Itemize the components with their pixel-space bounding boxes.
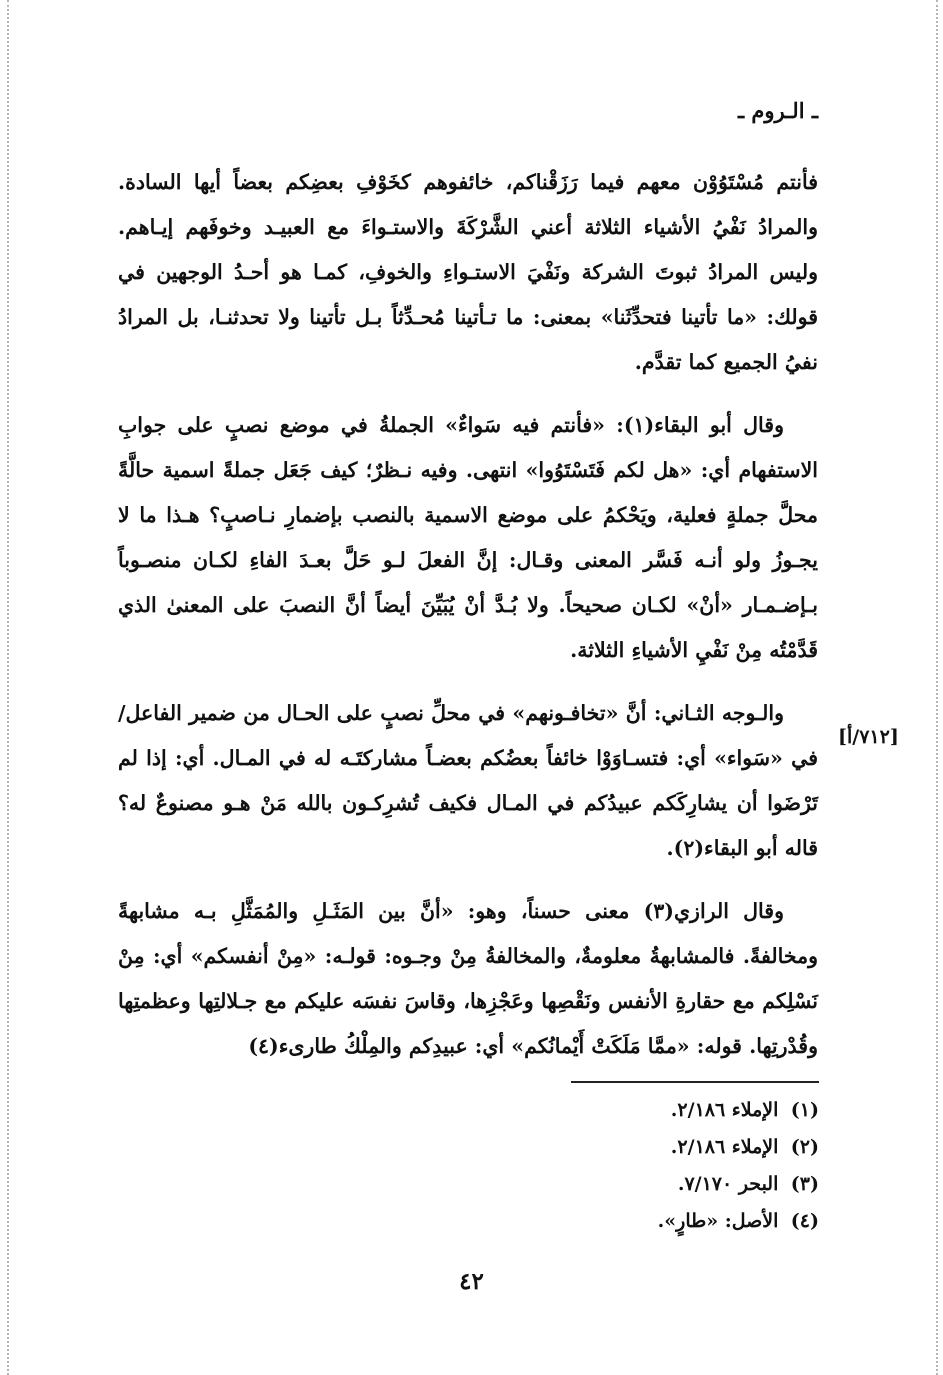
footnote-text: البحر ٧/١٧٠. bbox=[677, 1173, 779, 1195]
scan-border-left bbox=[7, 0, 9, 1375]
paragraph-2: وقال أبو البقاء(١): «فأنتم فيه سَواءٌ» الجملةُ في موضع نصبٍ على جوابِ الاستفهام أي: «هل لكم فَتَسْتَوُوا» انتهى. وفيه نـظرٌ؛ كيف جَعَل جملةً اسمية حالَّةً محلَّ جملةٍ فعلية، ويَحْكمُ على موضع الاسمية بالنصب بإضمارِ نـاصبٍ؟ هـذا ما لا يجـوزُ ولو أنـه فَسَّر المعنى وقـال: إنَّ الفعلَ لـو حَلَّ بعـدَ الفاءِ لكـان منصـوباً بـإضـمـار «أنْ» لكـان صحيحاً. ولا بُـدَّ أنْ يُبَيِّنَ أيضاً أنَّ النصبَ على المعنىٰ الذي قَدَّمْتُه مِنْ نَفْيِ الأشياءِ الثلاثة. bbox=[118, 413, 818, 662]
footnote-3 bbox=[658, 1166, 819, 1203]
paragraph-4: وقال الرازي(٣) معنى حسناً، وهو: «أنَّ بين المَثَـلِ والمُمَثَّلِ بـه مشابهةً ومخالفةً. فالمشابهةُ معلومةٌ، والمخالفةُ مِنْ وجـوه: قولـه: «مِنْ أنفسكم» أي: مِنْ نَسْلِكم مع حقارةِ الأنفس ونَقْصِها وعَجْزِها، وقاسَ نفسَه عليكم مع جـلالتِها وعظمتِها وقُدْرتِها. قوله: «ممَّا مَلَكَتْ أَيْمانُكم» أي: عبيدِكم والمِلْكُ طارىء(٤) bbox=[118, 899, 818, 1058]
page-number: ٤٢ bbox=[459, 1268, 484, 1295]
footnote-text: الأصل: «طارٍ». bbox=[657, 1210, 779, 1232]
main-text bbox=[118, 160, 818, 1087]
footnote-separator bbox=[571, 1081, 819, 1083]
footnote-number: (٣) bbox=[790, 1173, 819, 1195]
paragraph-1: فأنتم مُسْتَوُوْن معهم فيما رَزَقْناكم، خائفوهم كخَوْفِ بعضِكم بعضاً أيها السادة. والمرادُ نَفْيُ الأشياء الثلاثة أعني الشَّرْكَةَ والاستـواءَ مع العبيـد وخوفَهم إيـاهم. وليس المرادُ ثبوتَ الشركة ونَفْيَ الاستـواءِ والخوفِ، كمـا هو أحـدُ الوجهين في قولك: «ما تأتينا فتحدِّثَنا» بمعنى: ما تـأتينا مُحـدِّثاً بـل تأتينا ولا تحدثنـا، بل المرادُ نفيُ الجميع كما تقدَّم. bbox=[118, 170, 818, 374]
paragraph-3: والـوجه الثـاني: أنَّ «تخافـونهم» في محلِّ نصبٍ على الحـال من ضمير الفاعل/ في «سَواء» أي: فتسـاوَوْا خائفاً بعضُكم بعضـاً مشاركتَـه له في المـال. أي: إذا لم تَرْضَوا أن يشارِكَكم عبيدُكم في المـال فكيف تُشرِكـون بالله مَنْ هـو مصنوعٌ له؟ قاله أبو البقاء(٢). bbox=[118, 701, 818, 860]
footnote-2 bbox=[658, 1129, 819, 1166]
footnote-text: الإملاء ٢/١٨٦. bbox=[670, 1099, 779, 1121]
footnote-number: (٢) bbox=[790, 1136, 819, 1158]
footnote-number: (٤) bbox=[790, 1210, 819, 1232]
scan-border-right bbox=[936, 0, 938, 1375]
running-header: ـ الـروم ـ bbox=[737, 98, 818, 123]
footnote-text: الإملاء ٢/١٨٦. bbox=[670, 1136, 779, 1158]
footnote-4 bbox=[658, 1203, 819, 1240]
footnote-number: (١) bbox=[790, 1099, 819, 1121]
footnote-1 bbox=[658, 1092, 819, 1129]
manuscript-folio-marker: [٧١٢/أ] bbox=[838, 726, 899, 748]
footnotes bbox=[658, 1092, 819, 1240]
